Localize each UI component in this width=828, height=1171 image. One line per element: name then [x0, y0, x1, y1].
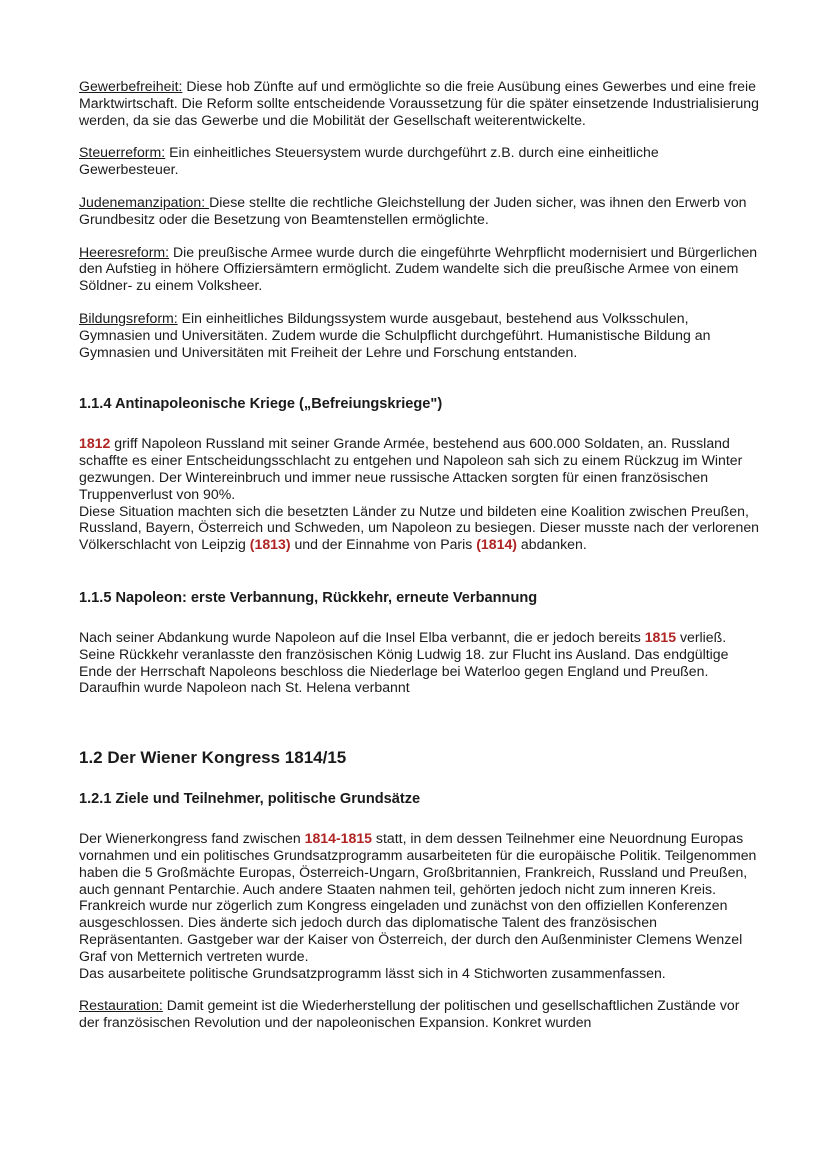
heading-1-1-4: 1.1.4 Antinapoleonische Kriege („Befreiungskriege")	[79, 396, 443, 413]
year-1813: (1813)	[249, 536, 291, 553]
text-koalition-a: Diese Situation machten sich die besetzten Länder zu Nutze und bildeten eine Koalition zwischen Preußen, Russland, Bayern, Österreich und Schweden, um Napoleon zu besiegen. Dieser musste nach der verlorenen Völkerschlacht von Leipzig	[79, 502, 760, 553]
paragraph-wienerkongress	[79, 830, 759, 964]
year-1815: 1815	[644, 628, 677, 645]
text-wienerkongress-b: statt, in dem dessen Teilnehmer eine Neuordnung Europas vornahmen und ein politisches Grundsatzprogramm ausarbeiteten für die europäische Politik. Teilgenommen haben die 5 Großmächte Europas, Österreich-Ungarn, Großbritannien, Frankreich, Russland und Preußen, auch gennant Pentarchie. Auch andere Staaten nahmen teil, gehörten jedoch nicht zum inneren Kreis. Frankreich wurde nur zögerlich zum Kongress eingeladen und zunächst von den offiziellen Konferenzen ausgeschlossen. Dies änderte sich jedoch durch das diplomatische Talent des französischen Repräsentanten. Gastgeber war der Kaiser von Österreich, der durch den Außenminister Clemens Wenzel Graf von Metternich vertreten wurde.	[79, 830, 757, 964]
year-1812: 1812	[79, 435, 111, 452]
term-heeresreform: Heeresreform:	[79, 243, 170, 260]
paragraph-restauration	[79, 997, 759, 1031]
text-1812: griff Napoleon Russland mit seiner Grande Armée, bestehend aus 600.000 Soldaten, an. Russland schaffte es einer Entscheidungsschlacht zu entgehen und Napoleon sah sich zu einem Rückzug im Winter gezwungen. Der Wintereinbruch und immer neue russische Attacken sorgten für einen französischen Truppenverlust von 90%.	[79, 435, 743, 502]
text-verbannung-a: Nach seiner Abdankung wurde Napoleon auf die Insel Elba verbannt, die er jedoch bereits	[79, 628, 645, 645]
text-judenemanzipation: Diese stellte die rechtliche Gleichstellung der Juden sicher, was ihnen den Erwerb von Grundbesitz oder die Besetzung von Beamtenstellen ermöglichte.	[79, 193, 747, 227]
years-1814-1815: 1814-1815	[304, 830, 373, 847]
text-steuerreform: Ein einheitliches Steuersystem wurde durchgeführt z.B. durch eine einheitliche Gewerbesteuer.	[79, 144, 659, 178]
text-bildungsreform: Ein einheitliches Bildungssystem wurde ausgebaut, bestehend aus Volksschulen, Gymnasien und Universitäten. Zudem wurde die Schulpflicht durchgeführt. Humanistische Bildung an Gymnasien und Universitäten mit Freiheit der Lehre und Forschung entstanden.	[79, 309, 711, 360]
paragraph-1812	[79, 435, 759, 502]
paragraph-verbannung	[79, 629, 759, 696]
text-wienerkongress-a: Der Wienerkongress fand zwischen	[79, 830, 305, 847]
heading-1-2: 1.2 Der Wiener Kongress 1814/15	[79, 748, 347, 768]
text-koalition-b: und der Einnahme von Paris	[290, 536, 477, 553]
heading-1-2-1: 1.2.1 Ziele und Teilnehmer, politische Grundsätze	[79, 791, 421, 808]
text-heeresreform: Die preußische Armee wurde durch die eingeführte Wehrpflicht modernisiert und Bürgerlichen den Aufstieg in höhere Offiziersämtern ermöglicht. Zudem wandelte sich die preußische Armee von einem Söldner- zu einem Volksheer.	[79, 243, 758, 294]
paragraph-bildungsreform	[79, 310, 759, 360]
heading-1-1-5: 1.1.5 Napoleon: erste Verbannung, Rückkehr, erneute Verbannung	[79, 589, 538, 606]
text-gewerbefreiheit: Diese hob Zünfte auf und ermöglichte so die freie Ausübung eines Gewerbes und eine freie Marktwirtschaft. Die Reform sollte entscheidende Voraussetzung für die später einsetzende Industrialisierung werden, da sie das Gewerbe und die Mobilität der Gesellschaft weiterentwickelte.	[79, 78, 759, 128]
year-1814: (1814)	[476, 536, 517, 553]
text-verbannung-b: verließ. Seine Rückkehr veranlasste den französischen König Ludwig 18. zur Flucht ins Ausland. Das endgültige Ende der Herrschaft Napoleons beschloss die Niederlage bei Waterloo gegen England und Preußen. Daraufhin wurde Napoleon nach St. Helena verbannt	[79, 628, 729, 696]
text-restauration: Damit gemeint ist die Wiederherstellung der politischen und gesellschaftlichen Zustände vor der französischen Revolution und der napoleonischen Expansion. Konkret wurden	[79, 997, 740, 1031]
term-steuerreform: Steuerreform:	[79, 144, 166, 161]
paragraph-grundsatzprogramm: Das ausarbeitete politische Grundsatzprogramm lässt sich in 4 Stichworten zusammenfassen.	[79, 964, 666, 981]
paragraph-koalition	[79, 503, 759, 553]
paragraph-steuerreform	[79, 144, 759, 178]
paragraph-gewerbefreiheit	[79, 78, 759, 128]
paragraph-heeresreform	[79, 244, 759, 294]
term-restauration: Restauration:	[79, 997, 163, 1014]
term-bildungsreform: Bildungsreform:	[79, 309, 178, 326]
paragraph-judenemanzipation	[79, 194, 759, 228]
term-judenemanzipation: Judenemanzipation:	[79, 193, 210, 210]
document-page	[79, 78, 759, 1031]
term-gewerbefreiheit: Gewerbefreiheit:	[79, 78, 183, 94]
text-koalition-c: abdanken.	[516, 536, 587, 553]
